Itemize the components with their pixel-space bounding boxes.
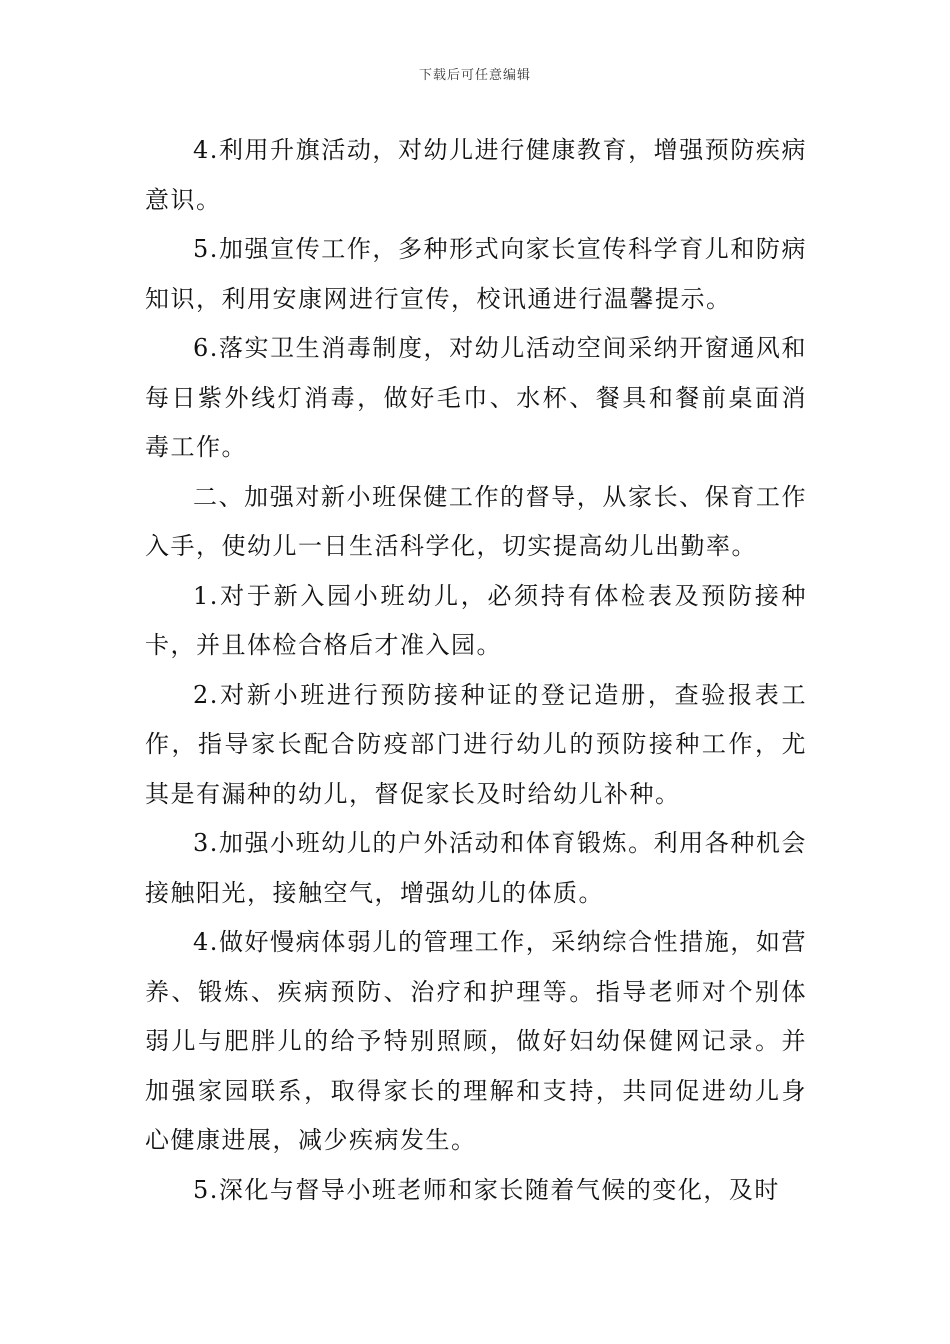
paragraph-item-4-flag-raising: 4.利用升旗活动，对幼儿进行健康教育，增强预防疾病意识。 [145, 136, 807, 214]
paragraph-item-6-disinfection: 6.落实卫生消毒制度，对幼儿活动空间采纳开窗通风和每日紫外线灯消毒，做好毛巾、水杯、餐具和餐前桌面消毒工作。 [145, 334, 807, 461]
paragraph-item-2-vaccination: 2.对新小班进行预防接种证的登记造册，查验报表工作，指导家长配合防疫部门进行幼儿的预防接种工作，尤其是有漏种的幼儿，督促家长及时给幼儿补种。 [145, 680, 807, 808]
paragraph-item-5-climate: 5.深化与督导小班老师和家长随着气候的变化，及时 [193, 1175, 780, 1204]
page-header: 下载后可任意编辑 [418, 68, 531, 83]
paragraph-item-3-outdoor-activity: 3.加强小班幼儿的户外活动和体育锻炼。利用各种机会接触阳光，接触空气，增强幼儿的体质。 [145, 829, 807, 907]
paragraph-section-2-heading: 二、加强对新小班保健工作的督导，从家长、保育工作入手，使幼儿一日生活科学化，切实提高幼儿出勤率。 [145, 482, 807, 560]
paragraph-item-5-publicity: 5.加强宣传工作，多种形式向家长宣传科学育儿和防病知识，利用安康网进行宣传，校讯通进行温馨提示。 [145, 235, 807, 313]
paragraph-item-1-health-check: 1.对于新入园小班幼儿，必须持有体检表及预防接种卡，并且体检合格后才准入园。 [145, 581, 807, 659]
paragraph-item-4-weak-children: 4.做好慢病体弱儿的管理工作，采纳综合性措施，如营养、锻炼、疾病预防、治疗和护理等。指导老师对个别体弱儿与肥胖儿的给予特别照顾，做好妇幼保健网记录。并加强家园联系，取得家长的理解和支持，共同促进幼儿身心健康进展，减少疾病发生。 [145, 928, 807, 1154]
document-body [145, 126, 807, 1215]
